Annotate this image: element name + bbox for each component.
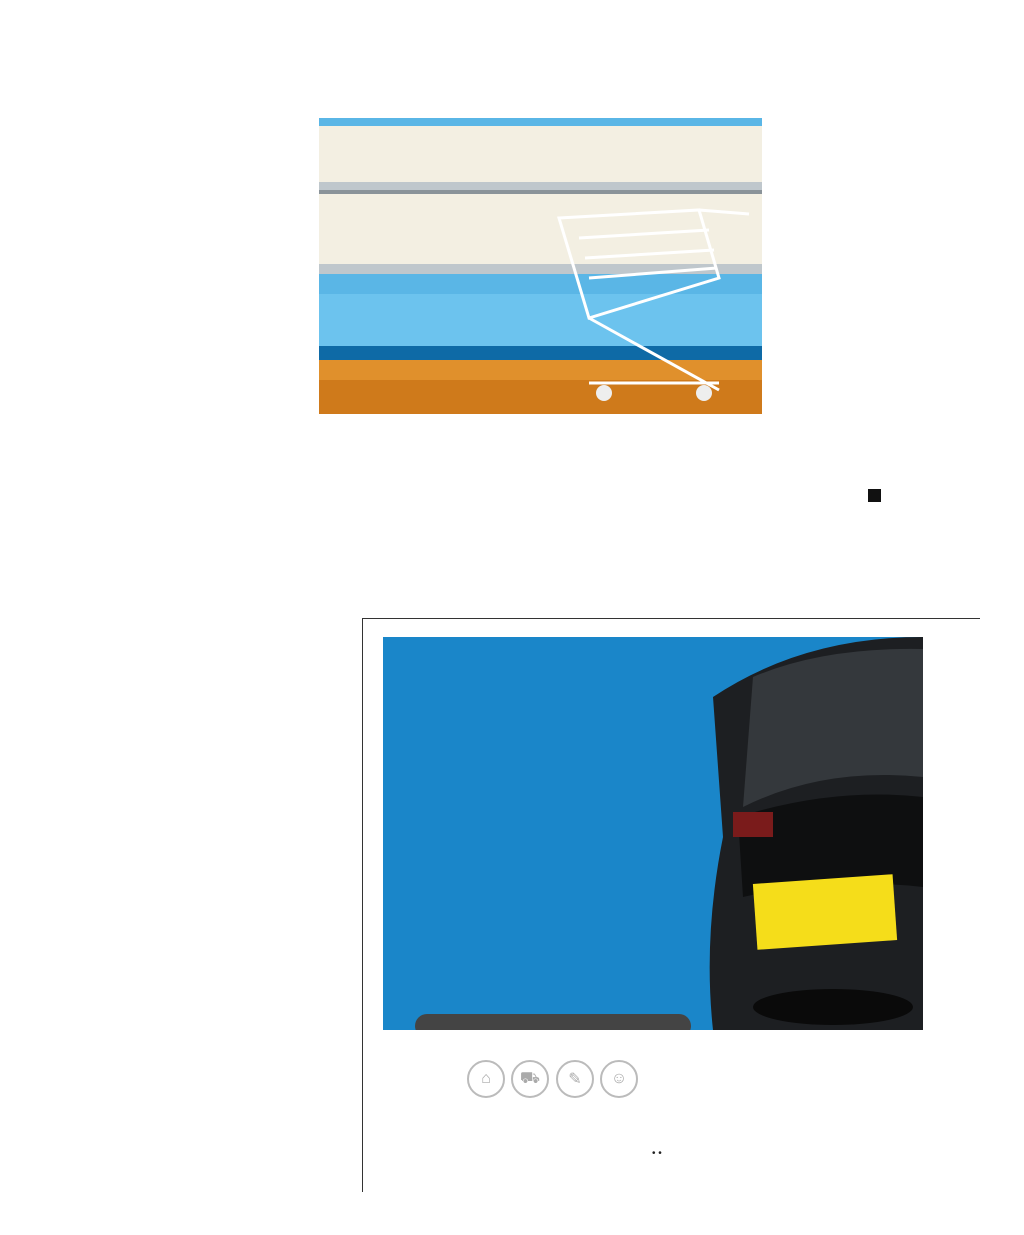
car-image	[383, 637, 923, 1030]
ad-sticker	[753, 874, 897, 950]
pencil-icon: ✎	[556, 1060, 594, 1098]
home-icon: ⌂	[467, 1060, 505, 1098]
service-storefronts[interactable]	[589, 1060, 649, 1103]
person-icon: ☺	[600, 1060, 638, 1098]
ad-divider-horizontal	[362, 618, 980, 619]
ad-divider-vertical	[362, 618, 363, 1192]
ad-visit-bar[interactable]	[415, 1014, 691, 1030]
cart-icon: ⛟	[511, 1060, 549, 1098]
supermarket-illustration	[319, 118, 762, 414]
page-footer: • •	[652, 1148, 662, 1159]
end-mark-pi	[868, 489, 881, 502]
vcg-advertisement[interactable]	[383, 637, 923, 1030]
